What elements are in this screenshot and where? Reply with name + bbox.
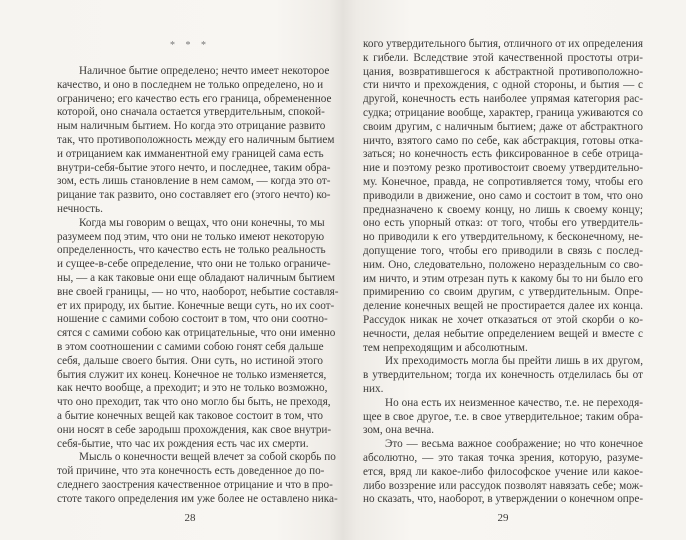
text-line: и отрицанием как имманентной ему границей сама есть (57, 147, 324, 160)
text-line: зом, она вечна. (363, 424, 435, 437)
text-line: абсолютно, — это такая точка зрения, которую, разуме- (363, 451, 643, 464)
text-line: Мысль о конечности вещей влечет за собой скорбь по (79, 451, 336, 464)
text-line: Наличное бытие определено; нечто имеет некоторое (79, 65, 330, 77)
text-line: себя, дальше своего бытия. Они суть, но истиной этого (57, 354, 323, 367)
text-line: и сущее-в-себе определение, что они не только ограниче- (57, 258, 331, 271)
text-line: заться; но конечность есть фиксированное в себе отрица- (363, 148, 643, 161)
text-line: Это — весьма важное соображение; но что конечное (385, 438, 643, 451)
text-line: ним. Оно, следовательно, положено нераздельным со сво- (363, 258, 643, 271)
text-line: оно есть упорный отказ: от того, чтобы его утвердитель- (363, 217, 643, 230)
page-right (363, 0, 643, 540)
text-line: ным наличным бытием. Но когда это отрицание развито (57, 120, 326, 133)
text-line: нечность. (57, 202, 103, 215)
text-line: ние и поэтому резко противостоит своему утвердительно- (363, 162, 643, 175)
page-text (363, 38, 643, 507)
text-line: разумеем под этим, что они не только имеют некоторую (57, 230, 325, 243)
page-left (57, 0, 339, 540)
text-line: му. Конечное, правда, не сопротивляется тому, чтобы его (363, 175, 643, 188)
text-line: примирению со своим другим, с утвердительным. Опре- (363, 286, 643, 299)
text-line: но сказать, что, наоборот, в утверждении о конечном опре- (363, 493, 644, 506)
text-line: в утвердительном; тогда их конечность отделилась бы от (363, 369, 643, 382)
text-line: ет их природу, их бытие. Конечные вещи суть, но их соот- (57, 299, 335, 312)
text-line: но приводили к его утвердительному, к бесконечному, не- (363, 231, 643, 244)
text-line: сти ничто и прехождения, с одной стороны, и бытия — с (363, 79, 643, 92)
section-ornament: * * * (170, 40, 210, 51)
text-line: им ничто, и этим отрезан путь к какому бы то ни было его (363, 272, 643, 285)
text-line: следнего заострения качественное отрицание и что в про- (57, 478, 333, 491)
text-line: внутри-себя-бытие этого нечто, и последнее, таким обра- (57, 161, 331, 174)
text-line: цания, возвратившегося к абстрактной противоположно- (363, 65, 643, 78)
text-line: допущение того, чтобы его приводили в связь с послед- (363, 244, 643, 257)
text-line: ничто, взятого само по себе, как абстракция, готовы отка- (363, 134, 643, 147)
text-line: кого утвердительного бытия, отличного от их определения (363, 38, 643, 50)
text-line: ограничено; его качество есть его граница, обремененное (57, 92, 332, 105)
text-line: бытия служит их конец. Конечное не только изменяется, (57, 368, 327, 381)
text-line: они носят в себе зародыш прохождения, как свое внутри- (57, 423, 332, 436)
text-line: стоте такого определения им уже более не оставлено ника- (57, 492, 338, 505)
text-line: тем непреходящим и абсолютным. (363, 341, 528, 354)
text-line: ношение с самими собою состоит в том, что они соотно- (57, 313, 328, 326)
page-number: 28 (184, 512, 196, 524)
text-line: как нечто вообще, а преходит; и это не только возможно, (57, 382, 328, 395)
text-line: деление конечных вещей не простирается далее их конца. (363, 300, 643, 313)
page-text (57, 65, 339, 507)
text-line: которой, оно сначала остается утвердительным, спокой- (57, 106, 325, 119)
text-line: либо воззрение или рассудок позволят навязать себе; мож- (363, 479, 643, 492)
text-line: зом, есть лишь становление в нем самом, — когда это от- (57, 175, 331, 188)
text-line: них. (363, 382, 384, 395)
text-line: качество, и оно в последнем не только определено, но и (57, 78, 324, 91)
text-line: так, что противоположность между его наличным бытием (57, 133, 335, 146)
text-line: своим другим, с наличным бытием; даже от абстрактного (363, 120, 643, 133)
text-line: сятся с самими собою как отрицательные, что они именно (57, 327, 336, 340)
text-line: той причине, что эта конечность есть доведенное до по- (57, 465, 325, 478)
page-number: 29 (497, 512, 509, 524)
text-line: ется, вряд ли какое-либо философское учение или какое- (363, 465, 643, 478)
text-line: щее в свое другое, т.е. в свое утвердительное; таким обра- (363, 410, 643, 423)
text-line: к гибели. Вследствие этой качественной простоты отри- (363, 51, 643, 64)
text-line: нечности, делая небытие определением вещей и вместе с (363, 327, 643, 340)
text-line: Их преходимость могла бы прейти лишь в их другом, (385, 355, 643, 368)
text-line: рицание так развито, оно составляет его (этого нечто) ко- (57, 189, 331, 202)
text-line: Рассудок никак не хочет отказаться от этой скорби о ко- (363, 313, 643, 326)
text-line: Но она есть их неизменное качество, т.е. не переходя- (385, 396, 643, 409)
text-line: судка; отрицание вообще, характер, граница уживаются со (363, 106, 643, 119)
text-line: Когда мы говорим о вещах, что они конечны, то мы (79, 216, 325, 229)
text-line: а бытие конечных вещей как таковое состоит в том, что (57, 409, 323, 422)
text-line: себя-бытие, что час их рождения есть час их смерти. (57, 437, 309, 450)
text-line: что оно преходит, так что оно могло бы быть, не преходя, (57, 396, 331, 409)
text-line: другой, конечность есть наиболее упрямая категория рас- (363, 93, 643, 106)
text-line: приводили в движение, оно само и состоит в том, что оно (363, 189, 643, 202)
text-line: определенность, что качество есть не только реальность (57, 244, 326, 257)
text-line: вне своей границы, — но что, наоборот, небытие составля- (57, 285, 339, 298)
text-line: предназначено к своему концу, но лишь к своему концу; (363, 203, 643, 216)
text-line: ны, — а как таковые они еще обладают наличным бытием (57, 271, 335, 284)
text-line: в этом соотношении с самими собою гонят себя дальше (57, 340, 324, 353)
